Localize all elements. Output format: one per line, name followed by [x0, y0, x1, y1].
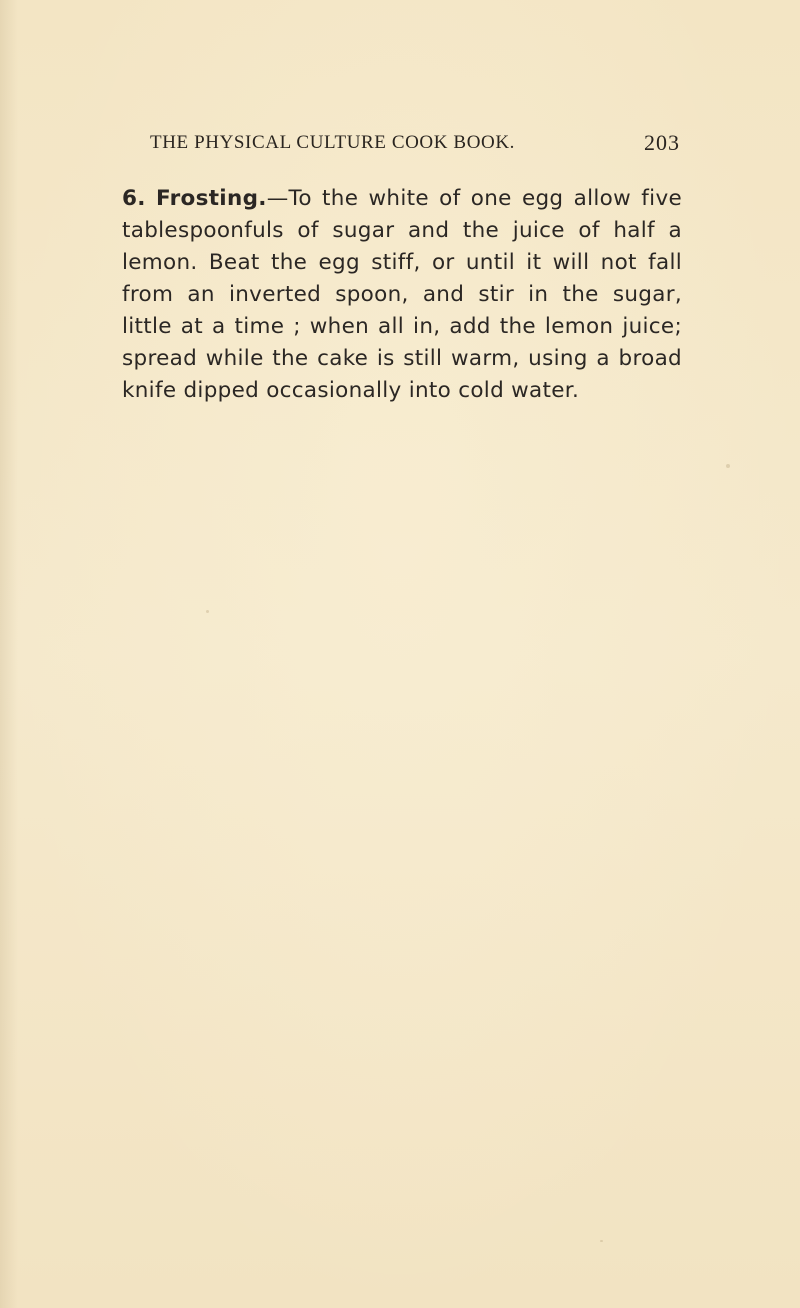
recipe-paragraph — [122, 183, 682, 407]
recipe-body: —To the white of one egg allow five tablespoonfuls of sugar and the juice of half a lemon. Beat the egg stiff, or until it will not fall from an inverted spoon, and stir in the sugar, little at a time ; when all in, add the lemon juice; spread while the cake is still warm, using a broad knife dipped occasionally into cold water. — [122, 186, 682, 403]
recipe-number: 6. — [122, 186, 146, 211]
paper-speck — [726, 464, 730, 468]
page-edge-shadow — [0, 0, 18, 1308]
paper-speck — [600, 1240, 603, 1242]
running-title: THE PHYSICAL CULTURE COOK BOOK. — [150, 132, 516, 153]
paper-speck — [206, 610, 209, 613]
running-header — [150, 132, 680, 162]
page-number: 203 — [644, 130, 680, 155]
recipe-title: Frosting. — [156, 186, 267, 211]
